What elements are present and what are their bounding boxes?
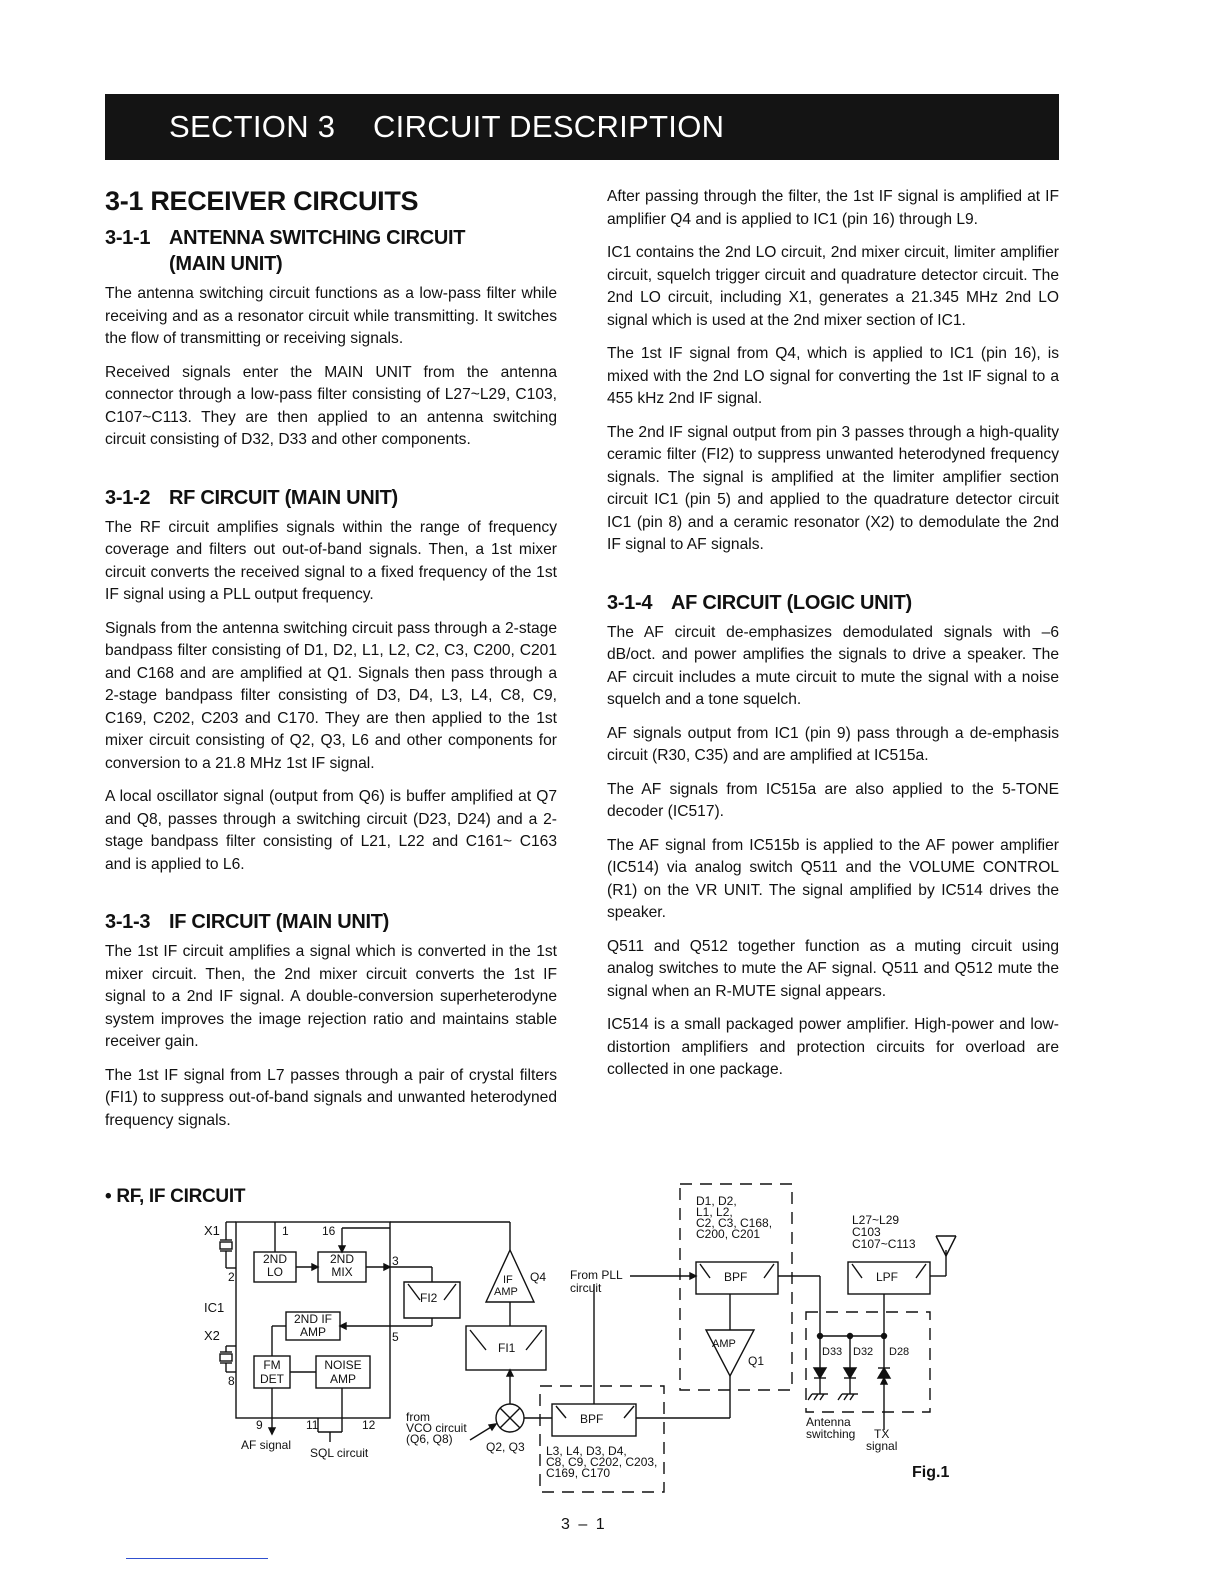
label-2nd-if-amp-a: 2ND IF (293, 1312, 332, 1326)
paragraph: The AF signals from IC515a are also applied to the 5-TONE decoder (IC517). (607, 780, 1059, 820)
paragraph: IC1 contains the 2nd LO circuit, 2nd mixer circuit, limiter amplifier circuit, squelch trigger circuit and quadrature detector circuit. The 2nd LO circuit, including X1, generates a 21.345 MHz 2nd LO signal which is used at the 2nd mixer section of IC1. (607, 244, 1059, 329)
q1-amp (706, 1330, 754, 1376)
paragraph: The AF signal from IC515b is applied to the AF power amplifier (IC514) via analog switch Q511 and the VOLUME CONTROL (R1) on the VR UNIT. The signal amplified by IC514 drives the speaker. (607, 836, 1059, 921)
label-antenna-switching-b: switching (806, 1427, 856, 1441)
label-x1: X1 (204, 1223, 220, 1238)
label-bpf1-parts-c: C2, C3, C168, (696, 1216, 773, 1230)
page-number: 3 – 1 (561, 1516, 607, 1533)
label-antenna-switching-a: Antenna (806, 1415, 851, 1429)
label-q1: Q1 (748, 1354, 765, 1368)
paragraph: After passing through the filter, the 1st IF signal is amplified at IF amplifier Q4 and is applied to IC1 (pin 16) through L9. (607, 188, 1059, 228)
section-title: CIRCUIT DESCRIPTION (373, 109, 725, 144)
paragraph: The antenna switching circuit functions as a low-pass filter while receiving and as a resonator circuit while transmitting. It switches the flow of transmitting or receiving signals. (105, 285, 557, 347)
label-fi1: FI1 (498, 1341, 516, 1355)
label-sql-circuit: SQL circuit (310, 1446, 369, 1460)
label-pin2: 2 (228, 1270, 235, 1284)
label-bpf1: BPF (724, 1270, 748, 1284)
label-pin11: 11 (306, 1418, 319, 1432)
section-number: SECTION 3 (169, 109, 336, 144)
label-bpf2-parts-c: C169, C170 (546, 1466, 611, 1480)
paragraph: Q511 and Q512 together function as a muting circuit using analog switches to mute the AF signal. Q511 and Q512 mute the signal when an R-MUTE signal appears. (607, 937, 1059, 1000)
label-lpf: LPF (876, 1270, 899, 1284)
label-ic1: IC1 (204, 1300, 225, 1315)
heading-number: 3-1-1 (105, 227, 151, 249)
label-lpf-parts-c: C107~C113 (852, 1237, 916, 1251)
label-from-vco-a: from (406, 1410, 430, 1424)
label-2nd-lo-b: LO (266, 1265, 283, 1279)
label-pin3: 3 (392, 1254, 399, 1268)
heading-number: 3-1-4 (607, 591, 653, 614)
label-pin5: 5 (392, 1330, 399, 1344)
figure-title: • RF, IF CIRCUIT (105, 1186, 246, 1207)
paragraph: The RF circuit amplifies signals within the range of frequency coverage and filters out out-of-band signals. Then, a 1st mixer circuit converts the received signal to a fixed frequency of the 1st IF signal using a PLL output frequency. (105, 518, 557, 603)
label-from-vco-c: (Q6, Q8) (406, 1432, 453, 1446)
label-2nd-lo-a: 2ND (262, 1252, 287, 1266)
label-pin16: 16 (322, 1224, 336, 1238)
heading-text: IF CIRCUIT (MAIN UNIT) (169, 911, 390, 933)
footer-line (126, 1558, 268, 1559)
label-bpf2-parts-a: L3, L4, D3, D4, (546, 1444, 627, 1458)
label-x2: X2 (204, 1328, 220, 1343)
label-lpf-parts-b: C103 (852, 1225, 881, 1239)
x2-crystal (220, 1354, 232, 1361)
label-d33: D33 (822, 1346, 843, 1358)
paragraph: The 2nd IF signal output from pin 3 passes through a high-quality ceramic filter (FI2) to suppress unwanted heterodyned frequency signals. The signal is amplified at the limiter amplifier section circuit IC1 (pin 5) and applied to the quadrature detector circuit IC1 (pin 8) and a ceramic resonator (X2) to demodulate the 2nd IF signal to AF signals. (607, 423, 1059, 553)
label-bpf1-parts-d: C200, C201 (696, 1227, 761, 1241)
heading-text-line2: (MAIN UNIT) (169, 253, 283, 275)
label-bpf2-parts-b: C8, C9, C202, C203, (546, 1455, 658, 1469)
label-tx-b: signal (866, 1439, 898, 1453)
d32-diode (844, 1368, 856, 1378)
label-amp-q1: AMP (712, 1338, 736, 1350)
heading-text: ANTENNA SWITCHING CIRCUIT (169, 227, 466, 249)
label-2nd-mix-a: 2ND (329, 1252, 354, 1266)
label-from-vco-b: VCO circuit (406, 1421, 467, 1435)
label-noise-amp-b: AMP (329, 1372, 356, 1386)
label-q4-if: IF (503, 1274, 513, 1286)
paragraph: A local oscillator signal (output from Q6) is buffer amplified at Q7 and Q8, passes through a switching circuit (D23, D24) and a 2-stage bandpass filter consisting of L21, L22 and C161~ C163 and is applied to L6. (105, 788, 557, 873)
heading-receiver-circuits: 3-1 RECEIVER CIRCUITS (105, 186, 419, 216)
paragraph: The AF circuit de-emphasizes demodulated signals with –6 dB/oct. and power amplifies the signals to drive a speaker. The AF circuit includes a mute circuit to mute the signal with a noise squelch and a tone squelch. (607, 623, 1059, 708)
label-bpf1-parts-a: D1, D2, (696, 1194, 737, 1208)
label-pin9: 9 (256, 1418, 263, 1432)
label-pin8: 8 (228, 1374, 235, 1388)
label-af-signal: AF signal (241, 1438, 292, 1452)
d33-diode (814, 1368, 826, 1378)
label-fm-det-b: DET (260, 1372, 284, 1386)
heading-text: RF CIRCUIT (MAIN UNIT) (169, 486, 398, 509)
label-2nd-mix-b: MIX (331, 1265, 353, 1279)
paragraph: The 1st IF signal from L7 passes through a pair of crystal filters (FI1) to suppress out-of-band signals and unwanted heterodyned frequency signals. (105, 1066, 557, 1129)
heading-number: 3-1-3 (105, 911, 151, 933)
label-pin12: 12 (362, 1418, 376, 1432)
label-d28: D28 (889, 1346, 910, 1358)
figure-label: Fig.1 (912, 1464, 950, 1481)
label-pin1: 1 (282, 1224, 289, 1238)
heading-number: 3-1-2 (105, 486, 151, 509)
label-fi2: FI2 (420, 1291, 438, 1305)
label-from-pll-a: From PLL (570, 1268, 623, 1282)
label-d32: D32 (853, 1346, 874, 1358)
label-noise-amp-a: NOISE (324, 1358, 362, 1372)
label-fm-det-a: FM (263, 1358, 281, 1372)
paragraph: The 1st IF circuit amplifies a signal which is converted in the 1st mixer circuit. Then, the 2nd mixer circuit converts the 1st IF signal to a 2nd IF signal. A double-conversion superheterodyne system improves the image rejection ratio and maintains stable receiver gain. (105, 943, 557, 1050)
paragraph: IC514 is a small packaged power amplifier. High-power and low-distortion amplifiers and protection circuits for overload are collected in one package. (607, 1016, 1059, 1078)
label-bpf1-parts-b: L1, L2, (696, 1205, 733, 1219)
paragraph: AF signals output from IC1 (pin 9) pass through a de-emphasis circuit (R30, C35) and are amplified at IC515a. (607, 724, 1059, 764)
paragraph: Received signals enter the MAIN UNIT from the antenna connector through a low-pass filter consisting of L27~L29, C103, C107~C113. They are then applied to an antenna switching circuit consisting of D32, D33 and other components. (105, 363, 557, 448)
label-2nd-if-amp-b: AMP (299, 1325, 326, 1339)
label-from-pll-b: circuit (570, 1281, 602, 1295)
label-q4: Q4 (530, 1270, 547, 1284)
x1-crystal (220, 1242, 232, 1249)
label-lpf-parts-a: L27~L29 (852, 1213, 900, 1227)
label-tx-a: TX (874, 1427, 890, 1441)
label-bpf2: BPF (580, 1412, 604, 1426)
label-q2-q3: Q2, Q3 (486, 1440, 525, 1454)
paragraph: The 1st IF signal from Q4, which is applied to IC1 (pin 16), is mixed with the 2nd LO signal for converting the 1st IF signal to a 455 kHz 2nd IF signal. (607, 345, 1059, 407)
label-q4-amp: AMP (494, 1286, 518, 1298)
paragraph: Signals from the antenna switching circuit pass through a 2-stage bandpass filter consisting of D1, D2, L1, L2, C2, C3, C200, C201 and C168 and are amplified at Q1. Signals then pass through a 2-stage bandpass filter consisting of D3, D4, L3, L4, C8, C9, C169, C202, C203 and C170. They are then applied to the 1st mixer circuit consisting of Q2, Q3, L6 and other components for conversion to a 21.8 MHz 1st IF signal. (105, 619, 557, 772)
heading-text: AF CIRCUIT (LOGIC UNIT) (671, 591, 912, 614)
